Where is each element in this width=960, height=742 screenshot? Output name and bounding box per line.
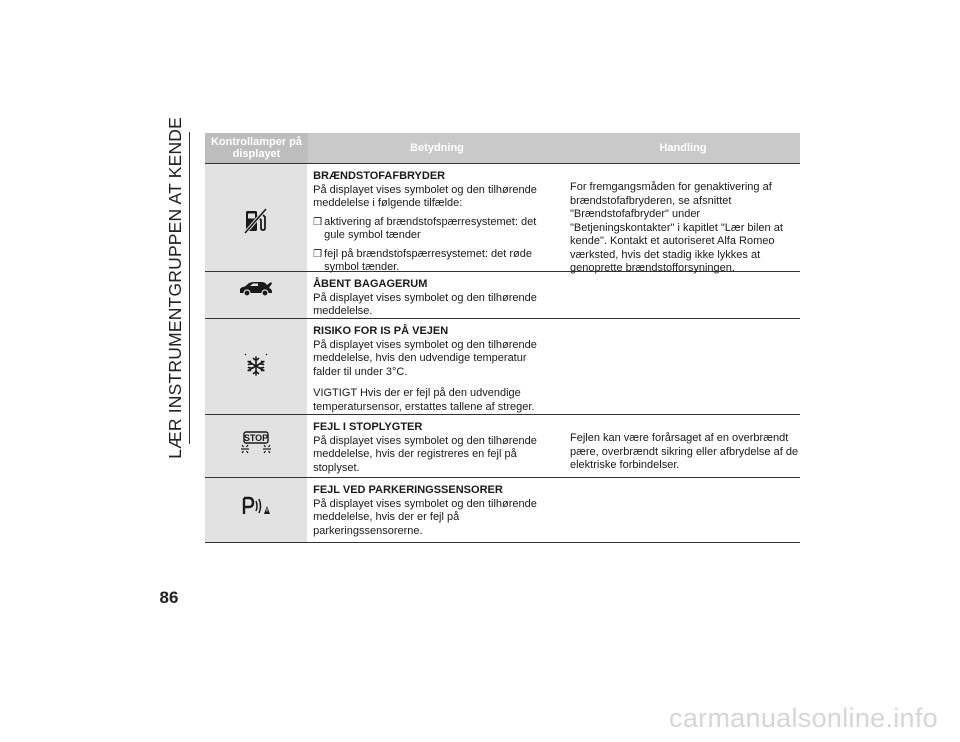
row-note: VIGTIGT Hvis der er fejl på den udvendige temperatursensor, erstattes tallene af streger. [313,387,535,413]
warning-lights-table [205,133,800,543]
watermark-text: carmanualsonline.info [669,703,938,733]
meaning-cell [307,319,563,414]
row-description: På displayet vises symbolet og den tilhørende meddelelse i følgende tilfælde: [313,183,537,209]
row-title: ÅBENT BAGAGERUM [313,278,428,290]
header-action: Handling [659,142,707,154]
indicator-cell [205,415,307,477]
table-row [205,415,800,478]
indicator-cell [205,272,307,318]
row-description: På displayet vises symbolet og den tilhørende meddelelse, hvis der er fejl på parkeringssensorerne. [313,497,537,537]
indicator-cell [205,319,307,414]
table-row [205,478,800,543]
table-row [205,272,800,319]
bullet-text: aktivering af brændstofspærresystemet: det gule symbol tænder [324,215,537,241]
action-cell [563,319,800,414]
list-item [313,248,557,275]
parking-sensor-icon [241,496,271,516]
row-description: På displayet vises symbolet og den tilhørende meddelelse, hvis der registreres en fejl på stoplyset. [313,434,537,474]
action-cell [563,272,800,318]
header-indicator: Kontrollamper på displayet [205,133,308,163]
row-title: FEJL I STOPLYGTER [313,421,423,433]
meaning-cell [307,478,563,542]
indicator-cell [205,478,307,542]
stop-light-icon [238,431,274,455]
bullet-box-icon: ❒ [313,248,323,260]
snowflake-icon [243,353,269,379]
row-description: På displayet vises symbolet og den tilhørende meddelelse, hvis den udvendige temperatur falder til under 3°C. [313,338,537,378]
bullet-box-icon: ❒ [313,216,323,228]
list-item [313,216,557,243]
chapter-title-text: LÆR INSTRUMENTGRUPPEN AT KENDE [164,117,185,459]
row-title: BRÆNDSTOFAFBRYDER [313,170,446,182]
header-meaning: Betydning [410,142,464,154]
meaning-cell [307,272,563,318]
fuel-cutoff-icon [244,207,268,235]
action-cell: For fremgangsmåden for genaktivering af brændstofafbryderen, se afsnittet "Brændstofafbryder" under "Betjeningskontakter" i kapitlet "Lær bilen at kende". Kontakt et autoriseret Alfa Romeo værksted, hvis det stadig ikke lykkes at genoprette brændstofforsyningen. [570,181,783,274]
row-description: På displayet vises symbolet og den tilhørende meddelelse. [313,291,537,317]
meaning-cell [307,164,563,271]
table-header [205,133,800,164]
row-title: FEJL VED PARKERINGSSENSORER [313,484,503,496]
row-title: RISIKO FOR IS PÅ VEJEN [313,325,449,337]
indicator-cell [205,164,307,271]
bullet-text: fejl på brændstofspærresystemet: det røde symbol tænder. [324,247,532,273]
page-number: 86 [159,588,179,607]
action-cell [563,478,800,542]
table-row [205,164,800,272]
open-trunk-icon [238,280,274,298]
table-row [205,319,800,415]
meaning-cell [307,415,563,477]
action-cell: Fejlen kan være forårsaget af en overbrændt pære, overbrændt sikring eller afbrydelse af de elektriske forbindelser. [570,432,799,471]
chapter-divider [189,132,190,444]
chapter-side-title [161,117,189,459]
stop-icon-label: STOP [243,433,269,443]
